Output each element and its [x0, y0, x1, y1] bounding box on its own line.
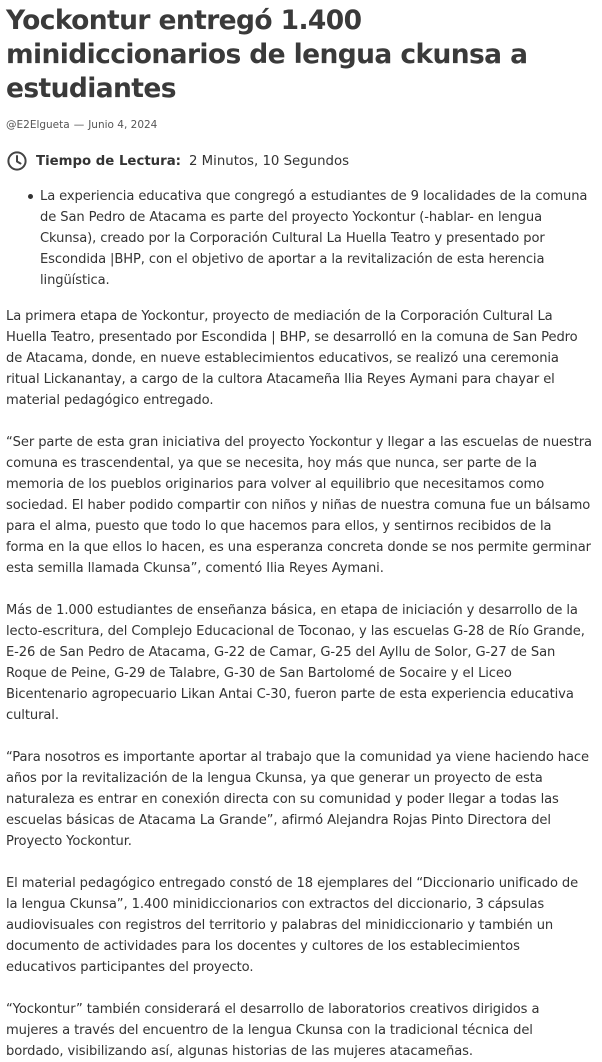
paragraph: “Ser parte de esta gran iniciativa del proyecto Yockontur y llegar a las escuelas de nuestra comuna es trascendental, ya que se necesita, hoy más que nunca, ser parte de la memoria de los pueblos originarios para volver al equilibrio que necesitamos como sociedad. El haber podido compartir con niños y niñas de nuestra comuna fue un bálsamo para el alma, puesto que todo lo que hacemos para ellos, y sentirnos recibidos de la forma en la que ellos lo hacen, es una esperanza concreta donde se nos permite germinar esta semilla llamada Ckunsa”, comentó Ilia Reyes Aymani. [6, 435, 592, 576]
article-title: Yockontur entregó 1.400 minidiccionarios de lengua ckunsa a estudiantes [6, 5, 528, 104]
paragraph: La primera etapa de Yockontur, proyecto de mediación de la Corporación Cultural La Huella Teatro, presentado por Escondida | BHP, se desarrolló en la comuna de San Pedro de Atacama, donde, en nueve establecimientos educativos, se realizó una ceremonia ritual Lickanantay, a cargo de la cultora Atacameña Ilia Reyes Aymani para chayar el material pedagógico entregado. [6, 309, 578, 408]
paragraph: El material pedagógico entregado constó de 18 ejemplares del “Diccionario unificado de la lengua Ckunsa”, 1.400 minidiccionarios con extractos del diccionario, 3 cápsulas audiovisuales con registros del territorio y palabras del minidiccionario y también un documento de actividades para los docentes y cultores de los establecimientos educativos participantes del proyecto. [6, 876, 579, 975]
reading-time-label: Tiempo de Lectura: [36, 153, 181, 169]
paragraph: Más de 1.000 estudiantes de enseñanza básica, en etapa de iniciación y desarrollo de la lecto-escritura, del Complejo Educacional de Toconao, y las escuelas G-28 de Río Grande, E-26 de San Pedro de Atacama, G-22 de Camar, G-25 del Ayllu de Solor, G-27 de San Roque de Peine, G-29 de Talabre, G-30 de San Bartolomé de Socaire y el Liceo Bicentenario agropecuario Likan Antai C-30, fueron parte de esta experiencia educativa cultural. [6, 603, 585, 723]
article-meta [6, 118, 594, 132]
publish-date: Junio 4, 2024 [88, 119, 158, 131]
meta-separator: — [73, 119, 85, 131]
reading-time-value: 2 Minutos, 10 Segundos [189, 153, 350, 169]
clock-icon [6, 150, 28, 172]
summary-item: La experiencia educativa que congregó a estudiantes de 9 localidades de la comuna de San Pedro de Atacama es parte del proyecto Yockontur (-hablar- en lengua Ckunsa), creado por la Corporación Cultural La Huella Teatro y presentado por Escondida |BHP, con el objetivo de aportar a la revitalización de esta herencia lingüística. [40, 186, 594, 291]
paragraph: “Para nosotros es importante aportar al trabajo que la comunidad ya viene haciendo hace años por la revitalización de la lengua Ckunsa, ya que generar un proyecto de esta naturaleza es entrar en conexión directa con su comunidad y poder llegar a todas las escuelas básicas de Atacama La Grande”, afirmó Alejandra Rojas Pinto Directora del Proyecto Yockontur. [6, 750, 589, 849]
author-link[interactable]: @E2Elgueta [6, 119, 70, 131]
summary-list [6, 186, 594, 291]
reading-time [6, 150, 594, 172]
paragraph: “Yockontur” también considerará el desarrollo de laboratorios creativos dirigidos a mujeres a través del encuentro de la lengua Ckunsa con la tradicional técnica del bordado, visibilizando así, algunas historias de las mujeres atacameñas. [6, 1002, 540, 1059]
